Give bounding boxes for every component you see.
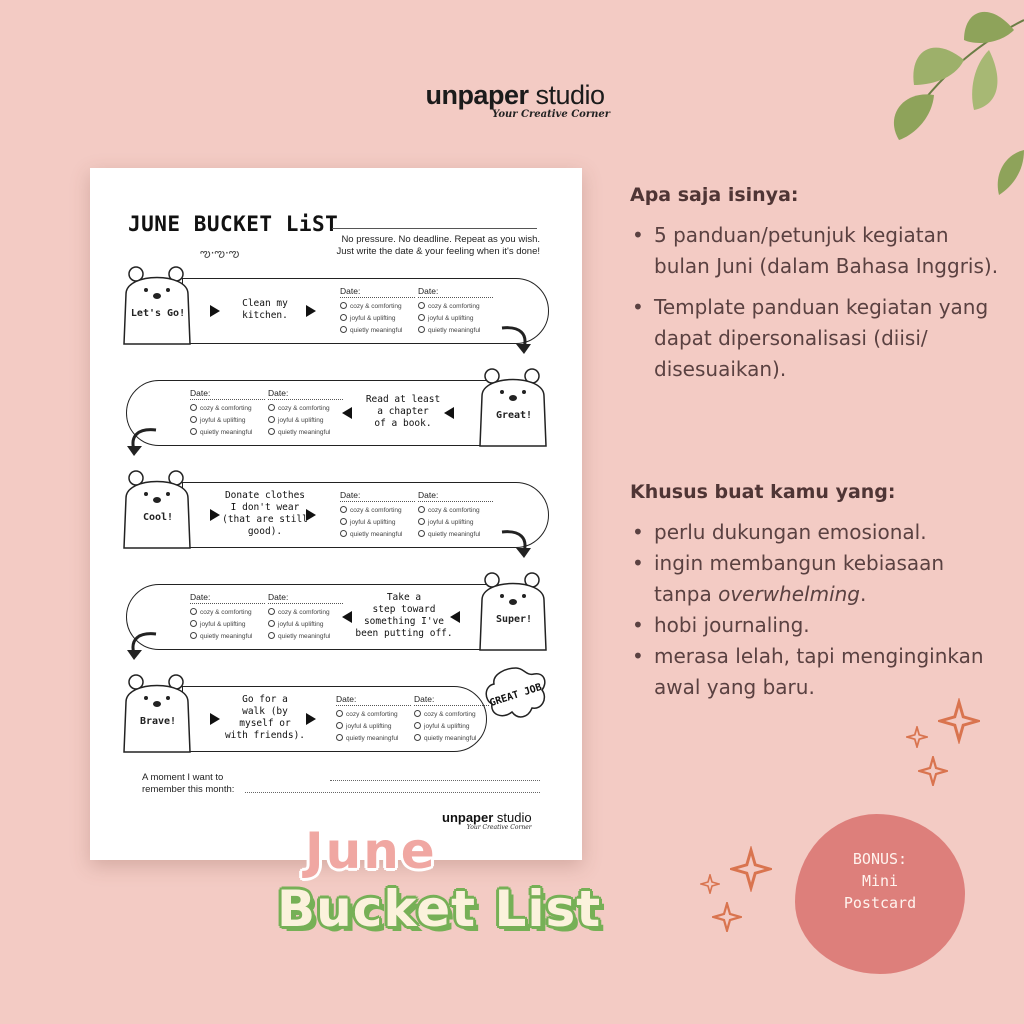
task-text: Donate clothes I don't wear (that are still good).: [222, 490, 308, 537]
worksheet-preview: [90, 168, 582, 860]
audience-item: • perlu dukungan emosional.: [630, 517, 1000, 548]
feeling-checklist: Date: cozy & comforting joyful & uplifting quietly meaningful: [340, 286, 415, 337]
contents-list: [630, 220, 1000, 385]
task-text: Go for a walk (by myself or with friends).: [224, 694, 306, 741]
curved-arrow-icon: [124, 628, 158, 662]
triangle-arrow-icon: [306, 713, 316, 725]
bonus-badge: [795, 814, 965, 974]
feeling-checklist: Date: cozy & comforting joyful & uplifting quietly meaningful: [190, 592, 265, 643]
feeling-checklist: Date: cozy & comforting joyful & uplifting quietly meaningful: [336, 694, 411, 745]
great-job-text: GREAT JOB: [488, 681, 544, 710]
bonus-label: BONUS:: [852, 850, 908, 868]
bear-word: Super!: [495, 614, 533, 625]
worksheet-subtitle: [310, 234, 540, 258]
triangle-arrow-icon: [306, 305, 316, 317]
sparkle-icon: [712, 902, 742, 932]
bear-icon: [118, 672, 198, 758]
sparkle-icon: [938, 698, 980, 744]
bear-icon: [118, 468, 198, 554]
curved-arrow-icon: [500, 322, 534, 356]
big-title-bucket-list: Bucket List: [277, 880, 602, 938]
sparkle-icon: [906, 726, 928, 748]
moment-line-1: A moment I want to: [142, 772, 224, 783]
worksheet-footer-brand: [442, 810, 532, 831]
bucket-row-3: [90, 468, 582, 558]
bucket-row-1: [90, 264, 582, 354]
audience-heading: Khusus buat kamu yang:: [630, 481, 896, 503]
bear-icon: [474, 366, 554, 452]
subtitle-line-1: No pressure. No deadline. Repeat as you wish.: [341, 234, 540, 245]
subtitle-line-2: Just write the date & your feeling when it's done!: [336, 246, 540, 257]
task-text: Clean my kitchen.: [242, 298, 288, 321]
task-text: Read at least a chapter of a book.: [365, 394, 441, 429]
brand-name-light: studio: [528, 80, 605, 110]
feeling-checklist: Date: cozy & comforting joyful & uplifting quietly meaningful: [190, 388, 265, 439]
bear-word: Brave!: [139, 716, 177, 727]
contents-heading: Apa saja isinya:: [630, 184, 799, 206]
writing-line: [330, 780, 540, 781]
bear-icon: [118, 264, 198, 350]
audience-item: • merasa lelah, tapi menginginkan awal yang baru.: [630, 641, 1000, 703]
brand-tagline: Your Creative Corner: [492, 109, 610, 120]
feeling-checklist: Date: cozy & comforting joyful & uplifting quietly meaningful: [340, 490, 415, 541]
contents-section: [630, 184, 1000, 395]
big-title-june: June: [305, 822, 437, 880]
brand-header: [410, 80, 620, 120]
sparkle-icon: [700, 874, 720, 894]
bucket-row-4: [90, 570, 582, 660]
triangle-arrow-icon: [342, 611, 352, 623]
bear-word: Great!: [495, 410, 533, 421]
brand-name: [410, 80, 620, 111]
feeling-checklist: Date: cozy & comforting joyful & uplifting quietly meaningful: [268, 592, 343, 643]
moment-prompt: [142, 772, 234, 796]
audience-section: [630, 481, 1000, 703]
footer-brand-light: studio: [493, 810, 532, 825]
bear-word: Let's Go!: [130, 308, 186, 319]
sparkle-icon: [730, 846, 772, 892]
worksheet-title: JUNE BUCKET LiST: [128, 212, 339, 236]
bucket-row-2: [90, 366, 582, 456]
triangle-arrow-icon: [450, 611, 460, 623]
leaf-branch-icon: [814, 0, 1024, 210]
audience-list: [630, 517, 1000, 703]
audience-item: • ingin membangun kebiasaan tanpa overwhelming.: [630, 548, 1000, 610]
triangle-arrow-icon: [306, 509, 316, 521]
feeling-checklist: Date: cozy & comforting joyful & uplifting quietly meaningful: [418, 490, 493, 541]
sparkle-icon: [918, 756, 948, 786]
contents-item: • Template panduan kegiatan yang dapat dipersonalisasi (diisi/ disesuaikan).: [630, 292, 1000, 385]
great-job-badge: [482, 666, 550, 722]
contents-item: • 5 panduan/petunjuk kegiatan bulan Juni (dalam Bahasa Inggris).: [630, 220, 1000, 282]
curved-arrow-icon: [500, 526, 534, 560]
bonus-line-2: Mini: [861, 872, 899, 890]
feeling-checklist: Date: cozy & comforting joyful & uplifting quietly meaningful: [414, 694, 489, 745]
triangle-arrow-icon: [444, 407, 454, 419]
moment-line-2: remember this month:: [142, 784, 235, 795]
footer-brand-bold: unpaper: [442, 810, 494, 825]
audience-item: • hobi journaling.: [630, 610, 1000, 641]
heart-doodle-icon: ఌ·ఌ·ఌ: [200, 246, 240, 260]
feeling-checklist: Date: cozy & comforting joyful & uplifting quietly meaningful: [268, 388, 343, 439]
title-divider: [332, 228, 537, 229]
bonus-line-3: Postcard: [843, 894, 917, 912]
brand-name-bold: unpaper: [425, 80, 529, 110]
triangle-arrow-icon: [342, 407, 352, 419]
task-text: Take a step toward something I've been putting off.: [355, 592, 453, 639]
bear-icon: [474, 570, 554, 656]
bear-word: Cool!: [142, 512, 174, 523]
writing-line: [245, 792, 540, 793]
footer-tagline: Your Creative Corner: [466, 824, 532, 831]
curved-arrow-icon: [124, 424, 158, 458]
feeling-checklist: Date: cozy & comforting joyful & uplifting quietly meaningful: [418, 286, 493, 337]
